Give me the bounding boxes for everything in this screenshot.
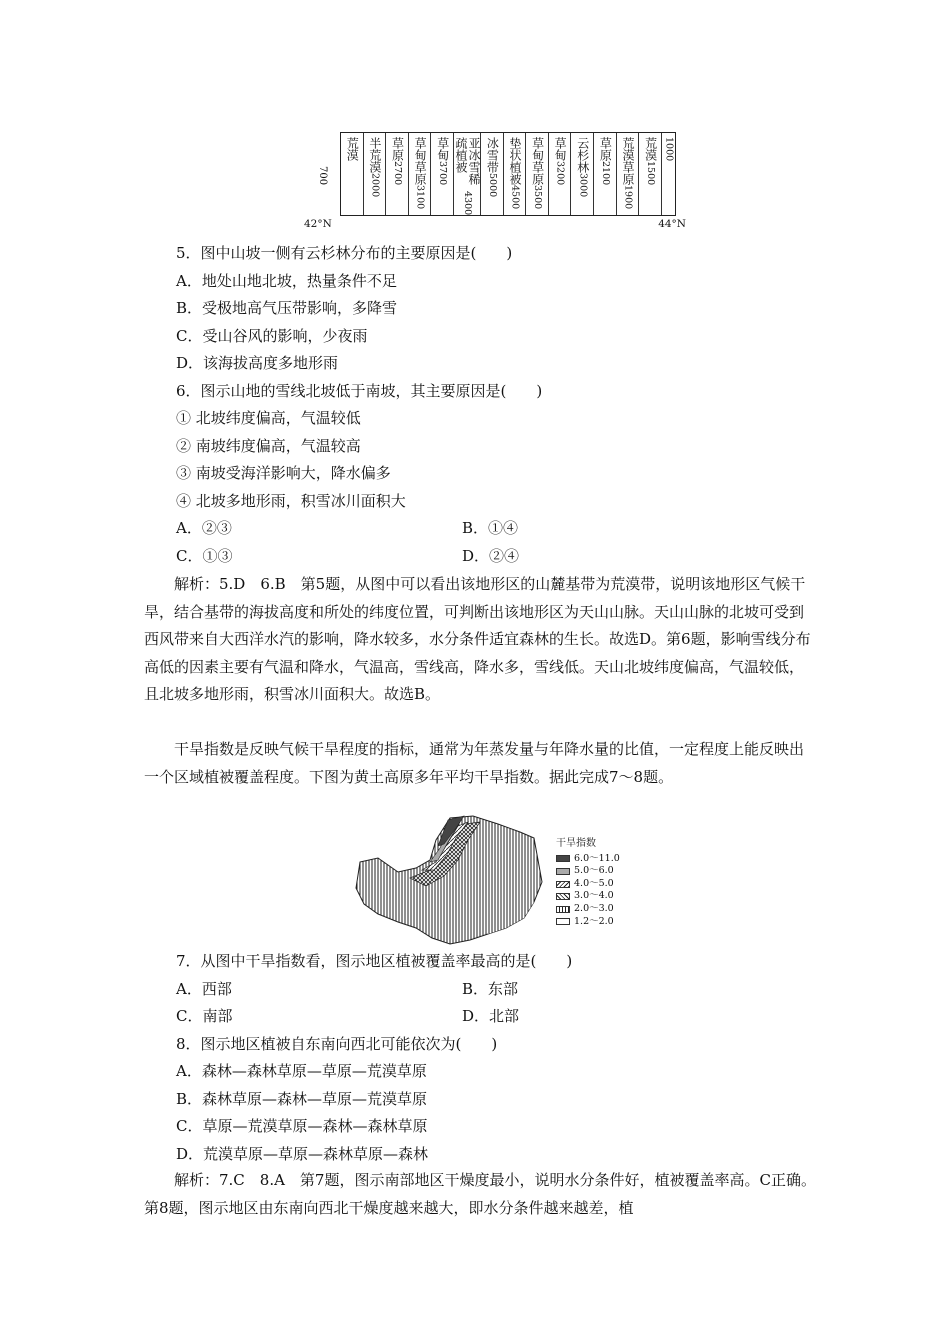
legend-label: 5.0～6.0 xyxy=(574,865,614,877)
q6-statement-1: ① 北坡纬度偏高，气温较低 xyxy=(176,409,361,427)
q8-option-c: C．草原—荒漠草原—森林—森林草原 xyxy=(176,1117,428,1135)
swatch-grey xyxy=(556,868,570,875)
q5-option-b: B．受极地高气压带影响，多降雪 xyxy=(176,299,398,317)
q6-option-d: D．②④ xyxy=(462,547,520,565)
zone-altitude: 4500 xyxy=(509,185,521,210)
zone-altitude: 2000 xyxy=(369,173,381,198)
aridity-map-figure xyxy=(338,810,638,948)
loess-plateau-map xyxy=(338,810,558,948)
q8-option-b: B．森林草原—森林—草原—荒漠草原 xyxy=(176,1090,428,1108)
zone-altitude: 2700 xyxy=(392,161,404,186)
zone-altitude: 3000 xyxy=(577,173,589,198)
left-altitude-label: 700 xyxy=(317,166,328,186)
vertical-zone-figure xyxy=(300,128,690,240)
zone-column xyxy=(616,133,639,215)
latitude-left-label: 42°N xyxy=(304,218,332,230)
swatch-diagonal xyxy=(556,881,570,888)
zone-column xyxy=(525,133,548,215)
legend-label: 3.0～4.0 xyxy=(574,890,614,902)
zone-column xyxy=(548,133,571,215)
zone-column xyxy=(385,133,408,215)
zone-name: 草原 xyxy=(390,137,405,161)
swatch-dark xyxy=(556,855,570,862)
legend-label: 4.0～5.0 xyxy=(574,877,614,889)
zone-name: 半荒漠 xyxy=(367,137,382,173)
zone-name: 草甸 xyxy=(435,137,450,161)
q6-stem: 6．图示山地的雪线北坡低于南坡，其主要原因是( ) xyxy=(176,382,543,400)
q6-option-b: B．①④ xyxy=(462,519,519,537)
legend-label: 2.0～3.0 xyxy=(574,902,614,914)
zone-name: 云杉林 xyxy=(575,137,590,173)
zone-name: 垫状植被 xyxy=(507,137,522,185)
legend-item xyxy=(556,903,620,916)
zone-altitude: 3100 xyxy=(414,185,426,210)
zone-altitude: 3500 xyxy=(532,185,544,210)
q8-stem: 8．图示地区植被自东南向西北可能依次为( ) xyxy=(176,1035,498,1053)
q7-option-d: D．北部 xyxy=(462,1007,520,1025)
q6-statement-3: ③ 南坡受海洋影响大，降水偏多 xyxy=(176,464,391,482)
legend-item xyxy=(556,890,620,903)
analysis-5-6: 解析：5.D 6.B 第5题，从图中可以看出该地形区的山麓基带为荒漠带，说明该地形区气候干旱，结合基带的海拔高度和所处的纬度位置，可判断出该地形区为天山山脉。天山山脉的北坡可受到西风带来自大西洋水汽的影响，降水较多，水分条件适宜森林的生长。故选D。第6题，影响雪线分布高低的因素主要有气温和降水，气温高，雪线高，降水多，雪线低。天山北坡纬度偏高，气温较低，且北坡多地形雨，积雪冰川面积大。故选B。 xyxy=(144,575,811,703)
zone-name: 草甸草原 xyxy=(530,137,545,185)
zone-name: 亚冰雪稀疏植被 xyxy=(454,137,482,185)
q5-option-d: D．该海拔高度多地形雨 xyxy=(176,354,339,372)
zone-strip xyxy=(340,132,676,216)
swatch-cross xyxy=(556,893,570,900)
zone-column xyxy=(453,133,480,215)
zone-altitude: 3700 xyxy=(437,161,449,186)
q7-option-a: A．西部 xyxy=(176,980,232,998)
zone-name: 冰雪带 xyxy=(485,137,500,173)
zone-altitude: 1900 xyxy=(622,185,634,210)
legend-item xyxy=(556,865,620,878)
zone-name: 荒漠 xyxy=(345,137,360,161)
zone-altitude: 5000 xyxy=(486,173,498,198)
zone-altitude: 2100 xyxy=(599,161,611,186)
legend-label: 1.2～2.0 xyxy=(574,915,614,927)
zone-name: 草甸草原 xyxy=(413,137,428,185)
intro-paragraph: 干旱指数是反映气候干旱程度的指标，通常为年蒸发量与年降水量的比值，一定程度上能反映出一个区域植被覆盖程度。下图为黄土高原多年平均干旱指数。据此完成7～8题。 xyxy=(144,740,805,786)
zone-column xyxy=(408,133,431,215)
zone-column xyxy=(638,133,661,215)
q6-statement-2: ② 南坡纬度偏高，气温较高 xyxy=(176,437,361,455)
zone-altitude: 4300 xyxy=(462,190,474,215)
aridity-legend xyxy=(556,838,620,928)
legend-item xyxy=(556,878,620,891)
analysis-7-8: 解析：7.C 8.A 第7题，图示南部地区干燥度最小，说明水分条件好，植被覆盖率高。C正确。第8题，图示地区由东南向西北干燥度越来越大，即水分条件越来越差，植 xyxy=(144,1171,816,1217)
zone-column xyxy=(341,133,363,215)
q7-option-b: B．东部 xyxy=(462,980,519,998)
zone-altitude: 1500 xyxy=(645,161,657,186)
zone-column xyxy=(363,133,386,215)
legend-item xyxy=(556,853,620,866)
legend-item xyxy=(556,916,620,929)
swatch-white xyxy=(556,918,570,925)
q7-option-c: C．南部 xyxy=(176,1007,233,1025)
zone-name: 荒漠 xyxy=(643,137,658,161)
zone-name: 草甸 xyxy=(553,137,568,161)
q6-option-c: C．①③ xyxy=(176,547,233,565)
zone-column xyxy=(480,133,503,215)
legend-title: 干旱指数 xyxy=(556,838,596,849)
legend-label: 6.0～11.0 xyxy=(574,852,620,864)
zone-name: 荒漠草原 xyxy=(621,137,635,185)
q8-option-d: D．荒漠草原—草原—森林草原—森林 xyxy=(176,1145,429,1163)
right-altitude-label: 1000 xyxy=(663,137,675,162)
latitude-right-label: 44°N xyxy=(658,218,686,230)
q8-option-a: A．森林—森林草原—草原—荒漠草原 xyxy=(176,1062,427,1080)
q5-option-a: A．地处山地北坡，热量条件不足 xyxy=(176,272,397,290)
q5-stem: 5．图中山坡一侧有云杉林分布的主要原因是( ) xyxy=(176,244,513,262)
zone-column xyxy=(503,133,526,215)
q5-option-c: C．受山谷风的影响，少夜雨 xyxy=(176,327,368,345)
q6-statement-4: ④ 北坡多地形雨，积雪冰川面积大 xyxy=(176,492,406,510)
zone-column xyxy=(430,133,453,215)
zone-column xyxy=(570,133,593,215)
zone-column xyxy=(593,133,616,215)
q7-stem: 7．从图中干旱指数看，图示地区植被覆盖率最高的是( ) xyxy=(176,952,573,970)
zone-name: 草原 xyxy=(598,137,613,161)
zone-altitude: 3200 xyxy=(554,161,566,186)
zone-column-right-altitude xyxy=(661,133,675,215)
zone-1-2 xyxy=(474,874,534,934)
swatch-vertical xyxy=(556,906,570,913)
q6-option-a: A．②③ xyxy=(176,519,232,537)
